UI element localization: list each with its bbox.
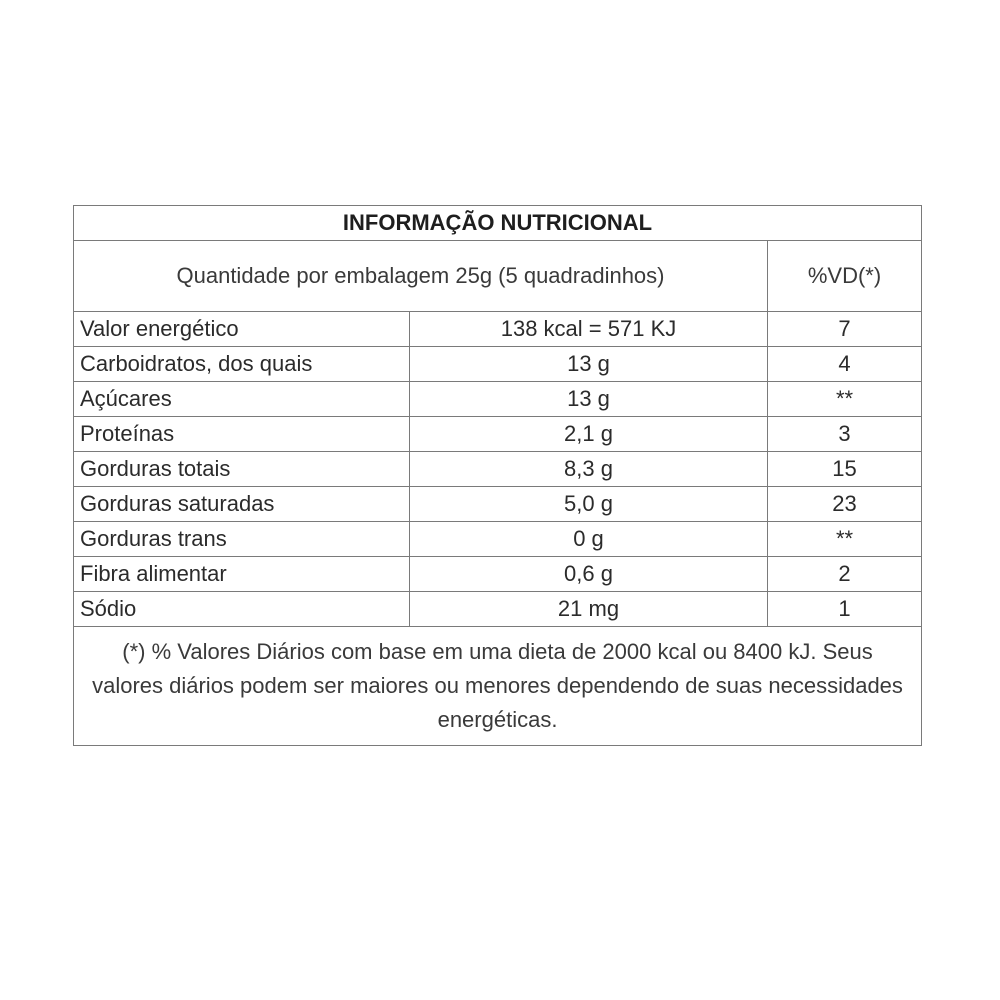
nutrient-daily-value: 3 xyxy=(768,417,922,452)
nutrition-facts-panel xyxy=(73,205,921,746)
nutrient-name: Sódio xyxy=(74,592,410,627)
nutrient-amount: 0 g xyxy=(410,522,768,557)
nutrient-name: Gorduras saturadas xyxy=(74,487,410,522)
nutrient-daily-value: 4 xyxy=(768,347,922,382)
footnote: (*) % Valores Diários com base em uma dieta de 2000 kcal ou 8400 kJ. Seus valores diários podem ser maiores ou menores dependendo de suas necessidades energéticas. xyxy=(74,627,922,746)
nutrient-amount: 2,1 g xyxy=(410,417,768,452)
nutrient-name: Açúcares xyxy=(74,382,410,417)
nutrient-amount: 13 g xyxy=(410,382,768,417)
nutrient-amount: 5,0 g xyxy=(410,487,768,522)
nutrient-amount: 21 mg xyxy=(410,592,768,627)
nutrient-daily-value: ** xyxy=(768,382,922,417)
table-row xyxy=(74,417,922,452)
table-row xyxy=(74,452,922,487)
nutrient-name: Valor energético xyxy=(74,312,410,347)
nutrient-daily-value: 1 xyxy=(768,592,922,627)
daily-value-header: %VD(*) xyxy=(768,241,922,312)
nutrient-amount: 0,6 g xyxy=(410,557,768,592)
nutrient-amount: 8,3 g xyxy=(410,452,768,487)
serving-size: Quantidade por embalagem 25g (5 quadradinhos) xyxy=(74,241,768,312)
table-row xyxy=(74,347,922,382)
table-row xyxy=(74,592,922,627)
table-row xyxy=(74,382,922,417)
nutrient-daily-value: 15 xyxy=(768,452,922,487)
nutrient-daily-value: 23 xyxy=(768,487,922,522)
nutrient-name: Gorduras trans xyxy=(74,522,410,557)
nutrition-table xyxy=(73,205,922,746)
table-row xyxy=(74,312,922,347)
nutrient-name: Fibra alimentar xyxy=(74,557,410,592)
table-row xyxy=(74,557,922,592)
nutrient-name: Proteínas xyxy=(74,417,410,452)
nutrient-daily-value: 2 xyxy=(768,557,922,592)
nutrient-amount: 138 kcal = 571 KJ xyxy=(410,312,768,347)
nutrient-daily-value: 7 xyxy=(768,312,922,347)
table-row xyxy=(74,522,922,557)
table-title: INFORMAÇÃO NUTRICIONAL xyxy=(74,206,922,241)
nutrient-name: Gorduras totais xyxy=(74,452,410,487)
table-row xyxy=(74,487,922,522)
nutrient-daily-value: ** xyxy=(768,522,922,557)
nutrient-amount: 13 g xyxy=(410,347,768,382)
nutrient-name: Carboidratos, dos quais xyxy=(74,347,410,382)
